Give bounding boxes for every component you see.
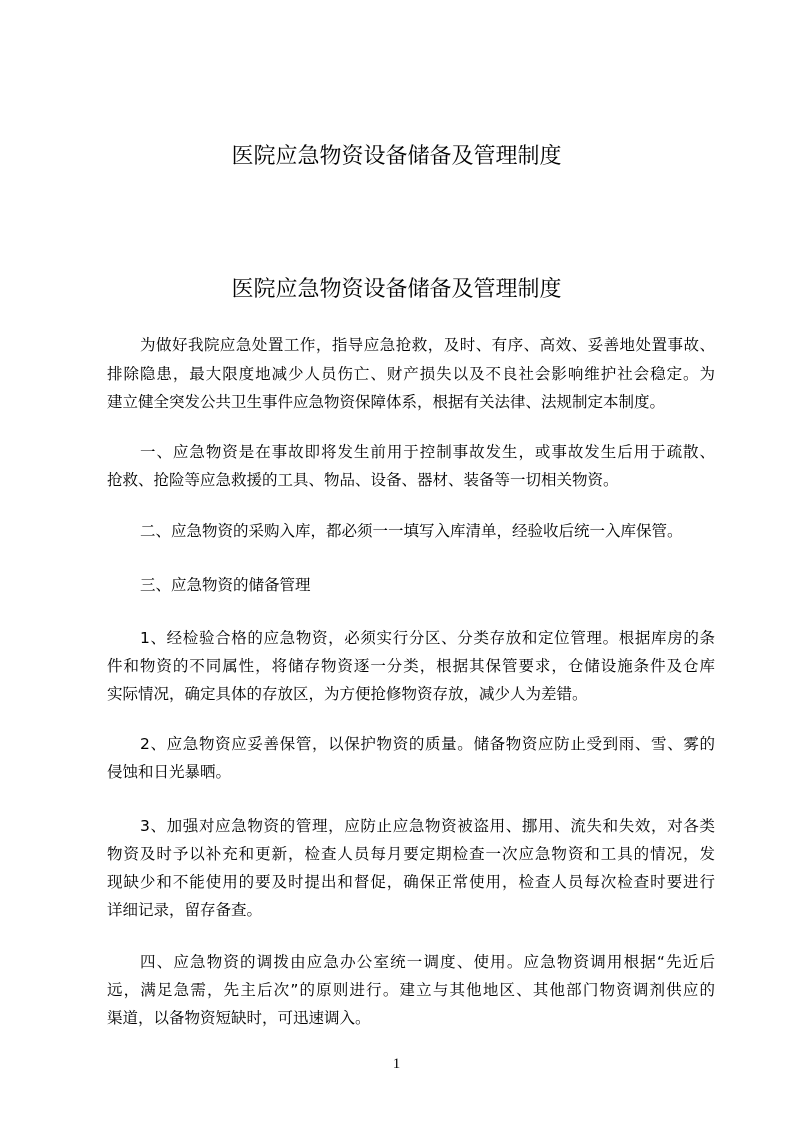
page-number: 1 [392, 1056, 401, 1072]
paragraph-line: 实际情况，确定具体的存放区，为方便抢修物资存放，减少人为差错。 [107, 685, 588, 703]
paragraph-line: 远，满足急需，先主后次”的原则进行。建立与其他地区、其他部门物资调剂供应的 [107, 981, 715, 999]
document-title: 医院应急物资设备储备及管理制度 [231, 277, 562, 302]
paragraph-line: 排除隐患，最大限度地减少人员伤亡、财产损失以及不良社会影响维护社会稳定。为 [107, 365, 715, 383]
paragraph-line: 侵蚀和日光暴晒。 [107, 763, 232, 781]
paragraph-line: 建立健全突发公共卫生事件应急物资保障体系，根据有关法律、法规制定本制度。 [107, 393, 666, 411]
paragraph-line: 一、应急物资是在事故即将发生前用于控制事故发生，或事故发生后用于疏散、 [140, 443, 715, 461]
paragraph-line: 四、应急物资的调拨由应急办公室统一调度、使用。应急物资调用根据“先近后 [140, 953, 715, 971]
paragraph-line: 件和物资的不同属性，将储存物资逐一分类，根据其保管要求，仓储设施条件及仓库 [107, 657, 715, 675]
paragraph-line: 二、应急物资的采购入库，都必须一一填写入库清单，经验收后统一入库保管。 [140, 522, 683, 540]
paragraph-line: 三、应急物资的储备管理 [140, 576, 311, 594]
paragraph-line: 抢救、抢险等应急救援的工具、物品、设备、器材、装备等一切相关物资。 [107, 471, 619, 489]
paragraph-line: 详细记录，留存备查。 [107, 901, 263, 919]
paragraph-line: 为做好我院应急处置工作，指导应急抢救，及时、有序、高效、妥善地处置事故、 [140, 336, 715, 354]
paragraph-line: 现缺少和不能使用的要及时提出和督促，确保正常使用，检查人员每次检查时要进行 [107, 873, 715, 891]
paragraph-line: 渠道，以备物资短缺时，可迅速调入。 [107, 1009, 371, 1027]
paragraph-line: 物资及时予以补充和更新，检查人员每月要定期检查一次应急物资和工具的情况，发 [107, 845, 715, 863]
paragraph-line: 3、加强对应急物资的管理，应防止应急物资被盗用、挪用、流失和失效，对各类 [140, 817, 715, 835]
paragraph-line: 2、应急物资应妥善保管，以保护物资的质量。储备物资应防止受到雨、雪、雾的 [140, 735, 715, 753]
header-title: 医院应急物资设备储备及管理制度 [231, 144, 562, 169]
paragraph-line: 1、经检验合格的应急物资，必须实行分区、分类存放和定位管理。根据库房的条 [140, 629, 715, 647]
